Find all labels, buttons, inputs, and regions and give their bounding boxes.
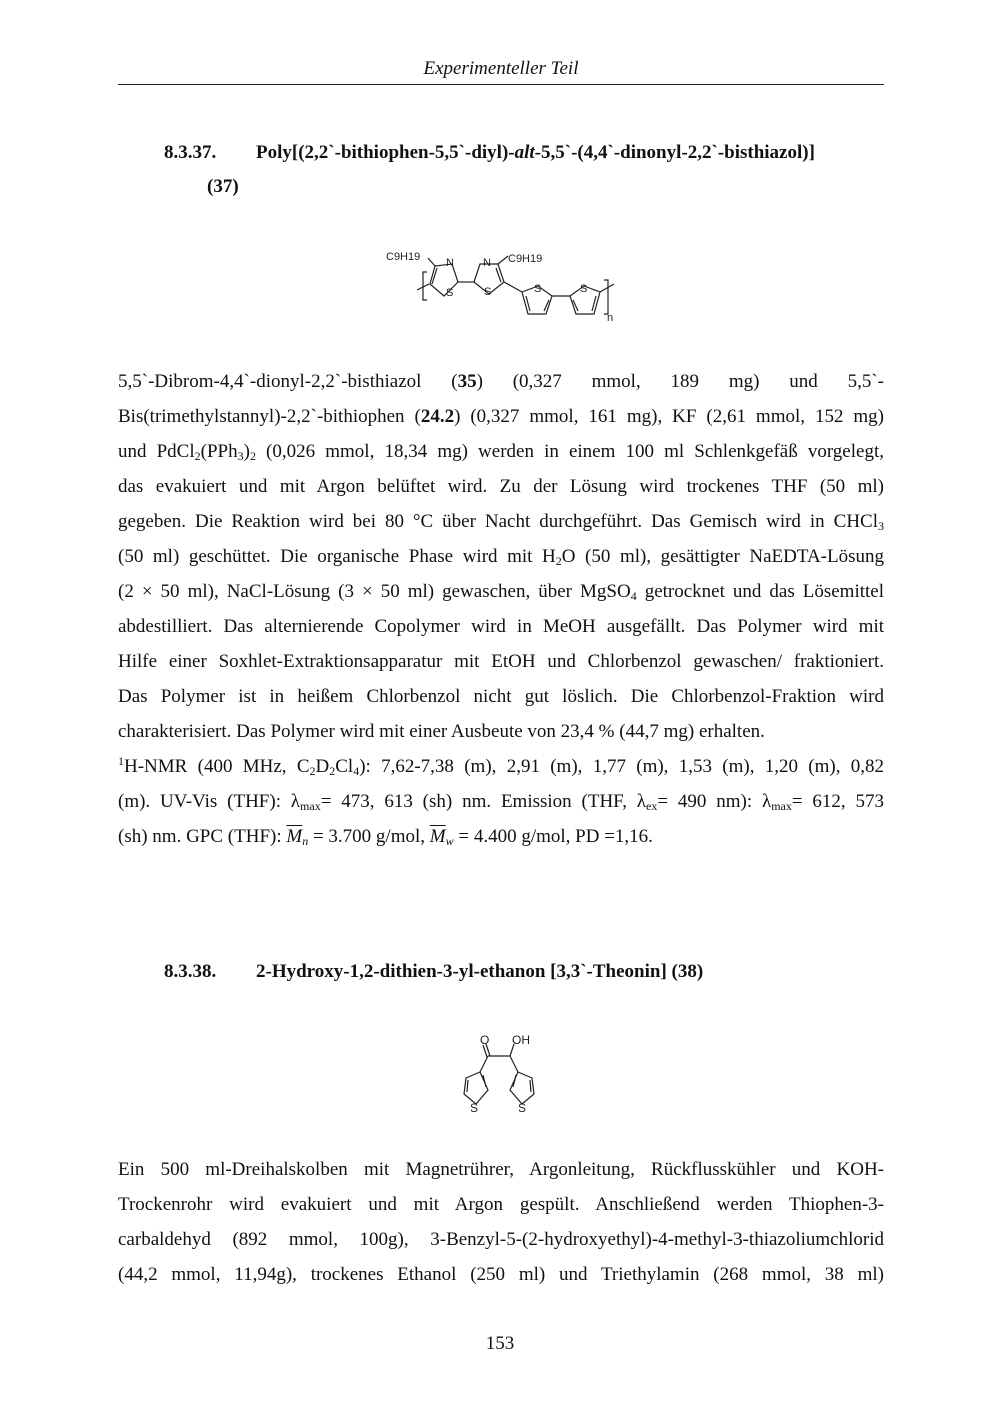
s1-label: S: [470, 1101, 479, 1115]
text-line: carbaldehyd (892 mmol, 100g), 3-Benzyl-5-(2-hydroxyethyl)-4-methyl-3-thiazoliumchlorid: [118, 1229, 884, 1250]
text-line: gegeben. Die Reaktion wird bei 80 °C über Nacht durchgeführt. Das Gemisch wird in CHCl$_3$: [118, 511, 884, 533]
section-heading-38: [164, 961, 703, 983]
n2-label: N: [483, 257, 491, 269]
text-line: $^1$H-NMR (400 MHz, $C_2D_2Cl_4$): 7,62-7,38 (m), 2,91 (m), 1,77 (m), 1,53 (m), 1,20 (m), 0,82: [118, 754, 884, 778]
section-number: 8.3.37.: [164, 142, 217, 163]
text-line: charakterisiert. Das Polymer wird mit einer Ausbeute von 23,4 % (44,7 mg) erhalten.: [118, 721, 765, 742]
section-title-part1: Poly[(2,2`-bithiophen-5,5`-diyl)-: [256, 142, 515, 163]
text-line: 5,5`-Dibrom-4,4`-dionyl-2,2`-bisthiazol (35) (0,327 mmol, 189 mg) und 5,5`-: [118, 371, 884, 392]
text-line: Das Polymer ist in heißem Chlorbenzol nicht gut löslich. Die Chlorbenzol-Fraktion wird: [118, 686, 884, 707]
text-line: (sh) nm. GPC (THF): $\overline{M}_n = 3.700$ g/mol, $\overline{M}_w = 4.400$ g/mol, PD =1,16.: [118, 826, 653, 848]
page-number: 153: [485, 1333, 515, 1354]
c9h19-left-label: C9H19: [386, 251, 421, 263]
section-title-alt: alt: [514, 142, 535, 163]
c9h19-right-label: C9H19: [508, 253, 543, 265]
s2-label: S: [484, 286, 492, 298]
s1-label: S: [446, 287, 454, 299]
oh-label: OH: [512, 1033, 530, 1047]
s3-label: S: [534, 283, 542, 295]
text-line: (50 ml) geschüttet. Die organische Phase wird mit $H_2O$ (50 ml), gesättigter NaEDTA-Lösung: [118, 546, 885, 568]
s4-label: S: [580, 283, 588, 295]
text-line: (44,2 mmol, 11,94g), trockenes Ethanol (250 ml) und Triethylamin (268 mmol, 38 ml): [118, 1264, 884, 1285]
text-line: Ein 500 ml-Dreihalskolben mit Magnetrührer, Argonleitung, Rückflusskühler und KOH-: [118, 1159, 884, 1180]
text-line: Bis(trimethylstannyl)-2,2`-bithiophen (24.2) (0,327 mmol, 161 mg), KF (2,61 mmol, 152 mg): [118, 406, 885, 427]
procedure-paragraph-38: [118, 1152, 884, 1292]
text-line: (2 × 50 ml), NaCl-Lösung (3 × 50 ml) gewaschen, über MgSO$_4$ getrocknet und das Lösemittel: [118, 581, 884, 603]
text-line: Trockenrohr wird evakuiert und mit Argon gespült. Anschließend werden Thiophen-3-: [118, 1194, 884, 1215]
header-rule: [118, 84, 884, 85]
section-title: 2-Hydroxy-1,2-dithien-3-yl-ethanon [3,3`-Theonin] (38): [256, 961, 704, 982]
theonin-structure-38: [450, 1030, 560, 1115]
text-line: abdestilliert. Das alternierende Copolymer wird in MeOH ausgefällt. Das Polymer wird mit: [118, 616, 884, 637]
compound-number: (37): [207, 176, 239, 197]
procedure-paragraph-37: [118, 364, 884, 854]
text-line: (m). UV-Vis (THF): $\lambda_{max}= 473$, 613 (sh) nm. Emission (THF, $\lambda_{ex}= 490$ nm): $\lambda_{max}= 612$, 573: [118, 791, 885, 813]
n1-label: N: [446, 257, 454, 269]
text-line: Hilfe einer Soxhlet-Extraktionsapparatur mit EtOH und Chlorbenzol gewaschen/ fraktioniert.: [118, 651, 884, 672]
repeat-n-label: n: [607, 312, 614, 324]
section-title-part2: -5,5`-(4,4`-dinonyl-2,2`-bisthiazol)]: [534, 142, 815, 163]
polymer-structure-37: [380, 244, 620, 324]
section-number: 8.3.38.: [164, 961, 217, 982]
section-heading-37: [164, 142, 815, 164]
text-line: das evakuiert und mit Argon belüftet wird. Zu der Lösung wird trockenes THF (50 ml): [118, 476, 884, 497]
running-header: Experimenteller Teil: [423, 58, 579, 79]
s2-label: S: [518, 1101, 527, 1115]
text-line: und $PdCl_2(PPh_3)_2$ (0,026 mmol, 18,34 mg) werden in einem 100 ml Schlenkgefäß vorgelegt,: [118, 441, 884, 463]
oxygen-label: O: [480, 1033, 490, 1047]
